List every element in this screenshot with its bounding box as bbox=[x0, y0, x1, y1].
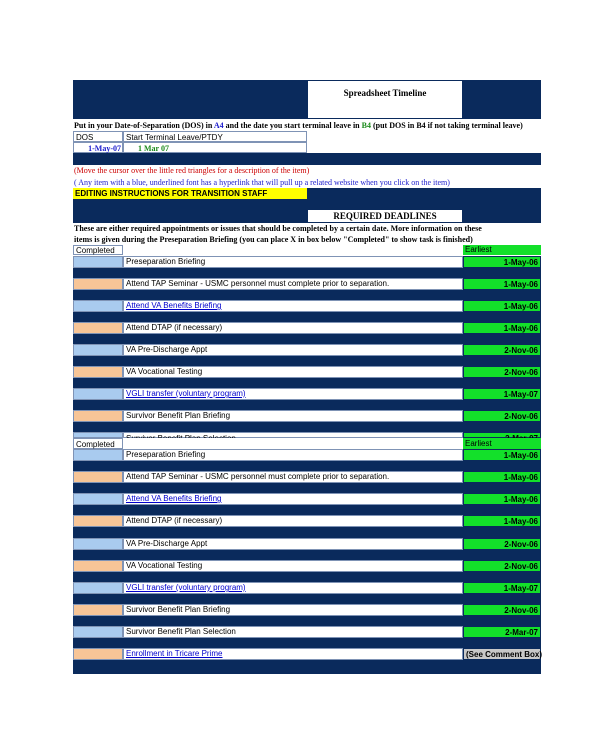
date-dtap: 1-May-06 bbox=[463, 322, 541, 334]
checkbox-sbp-selection-2[interactable] bbox=[73, 626, 123, 638]
bottom-band bbox=[73, 660, 541, 674]
checkbox-preseparation-briefing[interactable] bbox=[73, 256, 123, 268]
task-preseparation-briefing: Preseparation Briefing bbox=[123, 256, 463, 268]
date-va-pre-discharge: 2-Nov-06 bbox=[463, 344, 541, 356]
checkbox-va-vocational-2[interactable] bbox=[73, 560, 123, 572]
task-tap-seminar-2: Attend TAP Seminar - USMC personnel must complete prior to separation. bbox=[123, 471, 463, 483]
checkbox-tricare-prime[interactable] bbox=[73, 648, 123, 660]
deadlines-band-right bbox=[463, 199, 541, 223]
description-line-1: These are either required appointments or issues that should be completed by a certain date. More information on these bbox=[74, 224, 482, 233]
date-tap-seminar-2: 1-May-06 bbox=[463, 471, 541, 483]
link-va-benefits-briefing-2[interactable]: Attend VA Benefits Briefing bbox=[123, 493, 463, 505]
instruction-text-b: and the date you start terminal leave in bbox=[223, 121, 362, 130]
date-va-pre-discharge-2: 2-Nov-06 bbox=[463, 538, 541, 550]
page-title: Spreadsheet Timeline bbox=[343, 88, 427, 98]
deadlines-band-left bbox=[73, 199, 307, 223]
title-band-left bbox=[73, 80, 307, 119]
deadlines-band-mid bbox=[307, 199, 463, 209]
date-va-benefits-briefing: 1-May-06 bbox=[463, 300, 541, 312]
date-tap-seminar: 1-May-06 bbox=[463, 278, 541, 290]
row-gap bbox=[73, 461, 541, 471]
deadlines-box bbox=[307, 209, 463, 223]
title-band-right bbox=[463, 80, 541, 119]
title-box bbox=[307, 80, 463, 119]
checkbox-tap-seminar-2[interactable] bbox=[73, 471, 123, 483]
task-sbp-briefing-2: Survivor Benefit Plan Briefing bbox=[123, 604, 463, 616]
row-gap bbox=[73, 572, 541, 582]
checkbox-va-vocational[interactable] bbox=[73, 366, 123, 378]
date-vgli-transfer-2: 1-May-07 bbox=[463, 582, 541, 594]
task-dtap: Attend DTAP (if necessary) bbox=[123, 322, 463, 334]
completed-header-1: Completed bbox=[73, 245, 123, 255]
task-va-vocational: VA Vocational Testing bbox=[123, 366, 463, 378]
date-dtap-2: 1-May-06 bbox=[463, 515, 541, 527]
row-gap bbox=[73, 505, 541, 515]
description-line-2: items is given during the Preseparation Briefing (you can place X in box below "Completed" to show task is finished) bbox=[74, 235, 473, 244]
checkbox-va-pre-discharge-2[interactable] bbox=[73, 538, 123, 550]
row-gap bbox=[73, 422, 541, 432]
note-hyperlinks: ( Any item with a blue, underlined font has a hyperlink that will pull up a related website when you click on the item) bbox=[74, 178, 450, 187]
terminal-leave-header: Start Terminal Leave/PTDY bbox=[123, 131, 307, 142]
row-gap bbox=[73, 527, 541, 538]
editing-band-right bbox=[307, 188, 541, 199]
task-sbp-briefing: Survivor Benefit Plan Briefing bbox=[123, 410, 463, 422]
earliest-header-1: Earliest bbox=[463, 245, 541, 255]
row-gap bbox=[73, 312, 541, 322]
link-vgli-transfer-2[interactable]: VGLI transfer (voluntary program) bbox=[123, 582, 463, 594]
date-sbp-briefing: 2-Nov-06 bbox=[463, 410, 541, 422]
date-vgli-transfer: 1-May-07 bbox=[463, 388, 541, 400]
link-vgli-transfer[interactable]: VGLI transfer (voluntary program) bbox=[123, 388, 463, 400]
dos-header: DOS bbox=[73, 131, 123, 142]
see-comment-box: (See Comment Box) bbox=[463, 648, 541, 660]
date-va-vocational: 2-Nov-06 bbox=[463, 366, 541, 378]
task-sbp-selection-2: Survivor Benefit Plan Selection bbox=[123, 626, 463, 638]
task-va-pre-discharge: VA Pre-Discharge Appt bbox=[123, 344, 463, 356]
instruction-text-a: Put in your Date-of-Separation (DOS) in bbox=[74, 121, 214, 130]
cell-ref-a4: A4 bbox=[213, 121, 224, 130]
checkbox-va-benefits-briefing-2[interactable] bbox=[73, 493, 123, 505]
checkbox-sbp-briefing[interactable] bbox=[73, 410, 123, 422]
row-gap bbox=[73, 400, 541, 410]
checkbox-vgli-transfer[interactable] bbox=[73, 388, 123, 400]
date-sbp-briefing-2: 2-Nov-06 bbox=[463, 604, 541, 616]
row-gap bbox=[73, 334, 541, 344]
header-2-mid bbox=[123, 438, 463, 449]
date-sbp-selection-2: 2-Mar-07 bbox=[463, 626, 541, 638]
row-gap bbox=[73, 594, 541, 604]
checkbox-va-pre-discharge[interactable] bbox=[73, 344, 123, 356]
checkbox-dtap-2[interactable] bbox=[73, 515, 123, 527]
earliest-header-2: Earliest bbox=[463, 438, 541, 449]
date-va-vocational-2: 2-Nov-06 bbox=[463, 560, 541, 572]
row-gap bbox=[73, 268, 541, 278]
row-gap bbox=[73, 550, 541, 560]
date-preseparation-briefing: 1-May-06 bbox=[463, 256, 541, 268]
instruction-line bbox=[74, 120, 541, 131]
checkbox-sbp-briefing-2[interactable] bbox=[73, 604, 123, 616]
link-va-benefits-briefing[interactable]: Attend VA Benefits Briefing bbox=[123, 300, 463, 312]
row-gap bbox=[73, 356, 541, 366]
divider-band-1 bbox=[73, 153, 541, 165]
row-gap bbox=[73, 378, 541, 388]
dos-value[interactable]: 1-May-07 bbox=[73, 142, 123, 153]
row-gap bbox=[73, 616, 541, 626]
terminal-leave-value[interactable]: 1 Mar 07 bbox=[123, 142, 307, 153]
task-preseparation-briefing-2: Preseparation Briefing bbox=[123, 449, 463, 461]
link-tricare-prime[interactable]: Enrollment in Tricare Prime bbox=[123, 648, 463, 660]
note-red-triangles: (Move the cursor over the little red triangles for a description of the item) bbox=[74, 166, 310, 175]
task-tap-seminar: Attend TAP Seminar - USMC personnel must complete prior to separation. bbox=[123, 278, 463, 290]
date-preseparation-briefing-2: 1-May-06 bbox=[463, 449, 541, 461]
task-dtap-2: Attend DTAP (if necessary) bbox=[123, 515, 463, 527]
checkbox-tap-seminar[interactable] bbox=[73, 278, 123, 290]
checkbox-vgli-transfer-2[interactable] bbox=[73, 582, 123, 594]
editing-instructions[interactable]: EDITING INSTRUCTIONS FOR TRANSITION STAFF bbox=[73, 188, 307, 199]
checkbox-dtap[interactable] bbox=[73, 322, 123, 334]
date-va-benefits-briefing-2: 1-May-06 bbox=[463, 493, 541, 505]
checkbox-preseparation-briefing-2[interactable] bbox=[73, 449, 123, 461]
row-gap bbox=[73, 638, 541, 648]
task-va-pre-discharge-2: VA Pre-Discharge Appt bbox=[123, 538, 463, 550]
completed-header-2: Completed bbox=[73, 438, 123, 449]
spreadsheet bbox=[73, 80, 541, 674]
instruction-text-c: (put DOS in B4 if not taking terminal leave) bbox=[370, 121, 523, 130]
task-va-vocational-2: VA Vocational Testing bbox=[123, 560, 463, 572]
row-gap bbox=[73, 483, 541, 493]
checkbox-va-benefits-briefing[interactable] bbox=[73, 300, 123, 312]
cell-ref-b4: B4 bbox=[361, 121, 371, 130]
required-deadlines-title: REQUIRED DEADLINES bbox=[333, 211, 437, 221]
row-gap bbox=[73, 290, 541, 300]
